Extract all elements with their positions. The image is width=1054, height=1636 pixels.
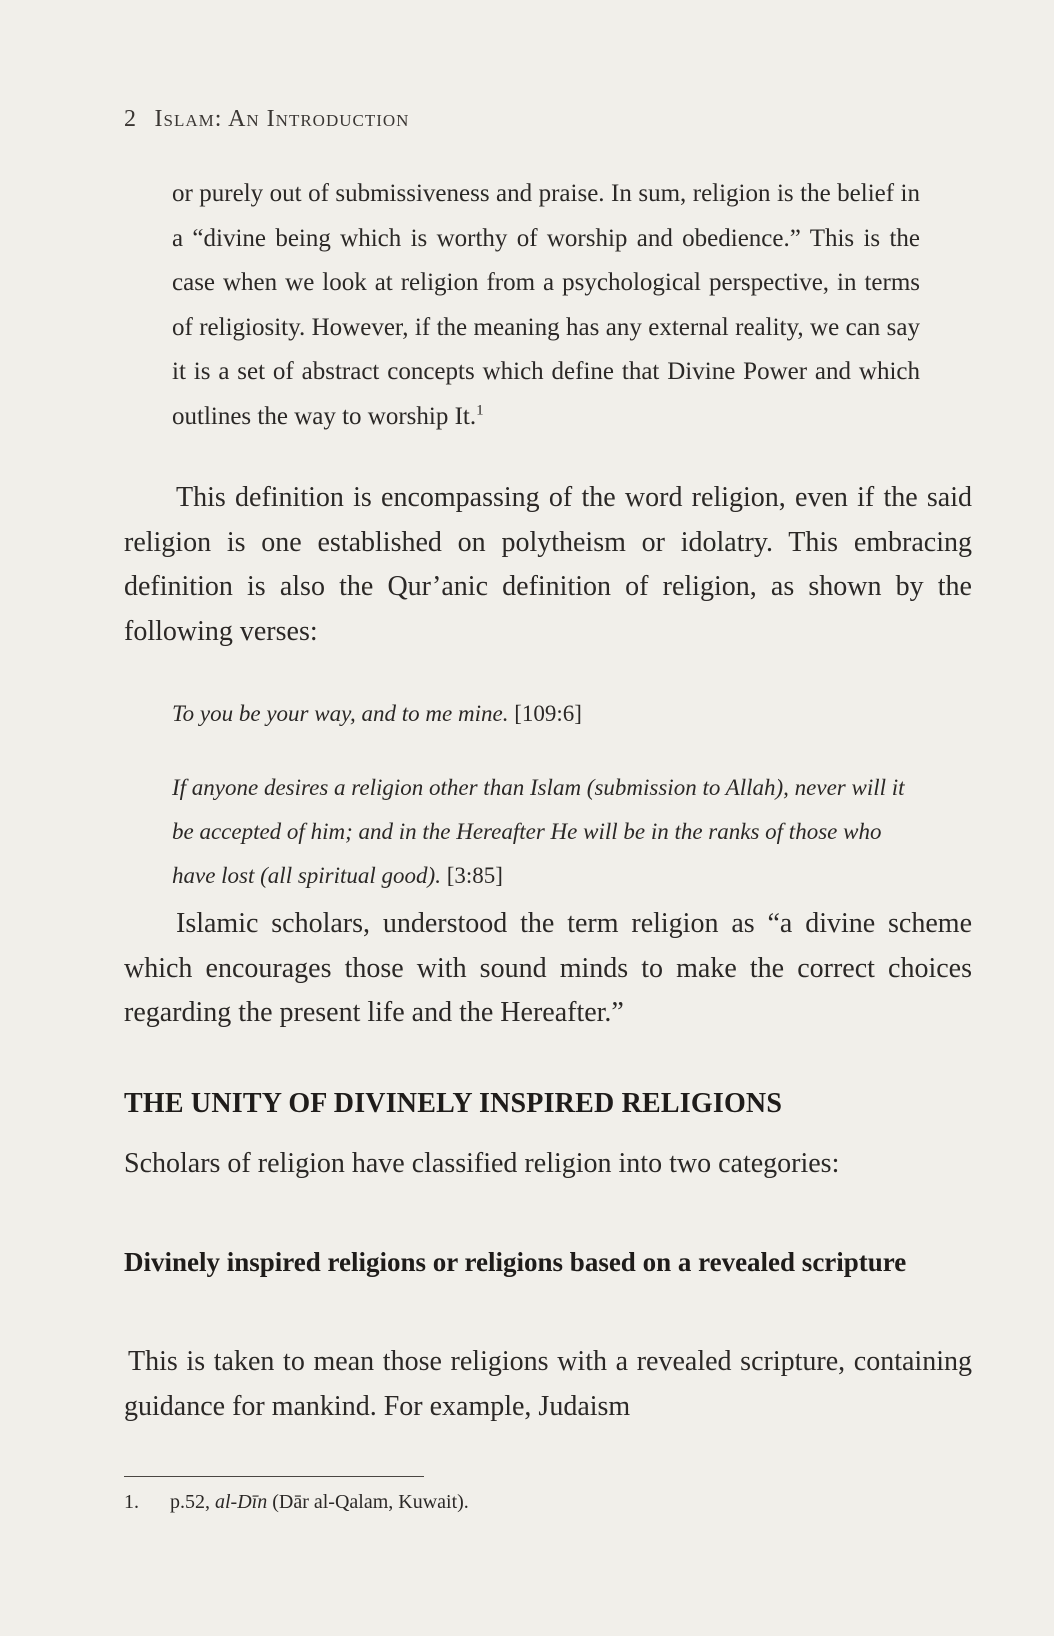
subheading: Divinely inspired religions or religions based on a revealed scripture <box>124 1247 907 1277</box>
section-heading: THE UNITY OF DIVINELY INSPIRED RELIGIONS <box>124 1088 783 1119</box>
footnote-number: 1. <box>124 1491 139 1513</box>
footnote-marker: 1 <box>476 402 484 419</box>
scholars-paragraph: Islamic scholars, understood the term religion as “a divine scheme which encourages those with sound minds to make the correct choices regarding the present life and the Hereafter.” <box>124 908 972 1028</box>
running-head <box>124 106 409 133</box>
verse-reference: [109:6] <box>514 701 582 726</box>
verse-text: To you be your way, and to me mine. <box>172 701 509 726</box>
definition-paragraph: This definition is encompassing of the word religion, even if the said religion is one established on polytheism or idolatry. This embracing definition is also the Qur’anic definition of religion, as shown by the following verses: <box>124 482 972 647</box>
book-title: Islam: An Introduction <box>154 106 410 132</box>
footnote-publisher: (Dār al-Qalam, Kuwait). <box>272 1491 469 1513</box>
verse-reference: [3:85] <box>446 863 503 888</box>
revealed-scripture-paragraph: This is taken to mean those religions with a revealed scripture, containing guidance for mankind. For example, Judaism <box>124 1346 972 1422</box>
page-number: 2 <box>124 106 137 132</box>
footnote-page: p.52, <box>170 1491 210 1513</box>
verse-text: If anyone desires a religion other than Islam (submission to Allah), never will it be accepted of him; and in the Hereafter He will be in the ranks of those who have lost (all spiritual good). <box>172 775 905 888</box>
verse-quote <box>172 766 922 898</box>
quoted-definition-paragraph <box>172 172 920 439</box>
section-intro: Scholars of religion have classified religion into two categories: <box>124 1148 840 1179</box>
footnote-title: al-Dīn <box>215 1491 268 1513</box>
footnote <box>124 1488 469 1516</box>
quote-text: or purely out of submissiveness and praise. In sum, religion is the belief in a “divine being which is worthy of worship and obedience.” This is the case when we look at religion from a psychological perspective, in terms of religiosity. However, if the meaning has any external reality, we can say it is a set of abstract concepts which define that Divine Power and which outlines the way to worship It. <box>172 180 920 430</box>
verse-quote <box>172 692 932 736</box>
footnote-divider <box>124 1476 424 1477</box>
